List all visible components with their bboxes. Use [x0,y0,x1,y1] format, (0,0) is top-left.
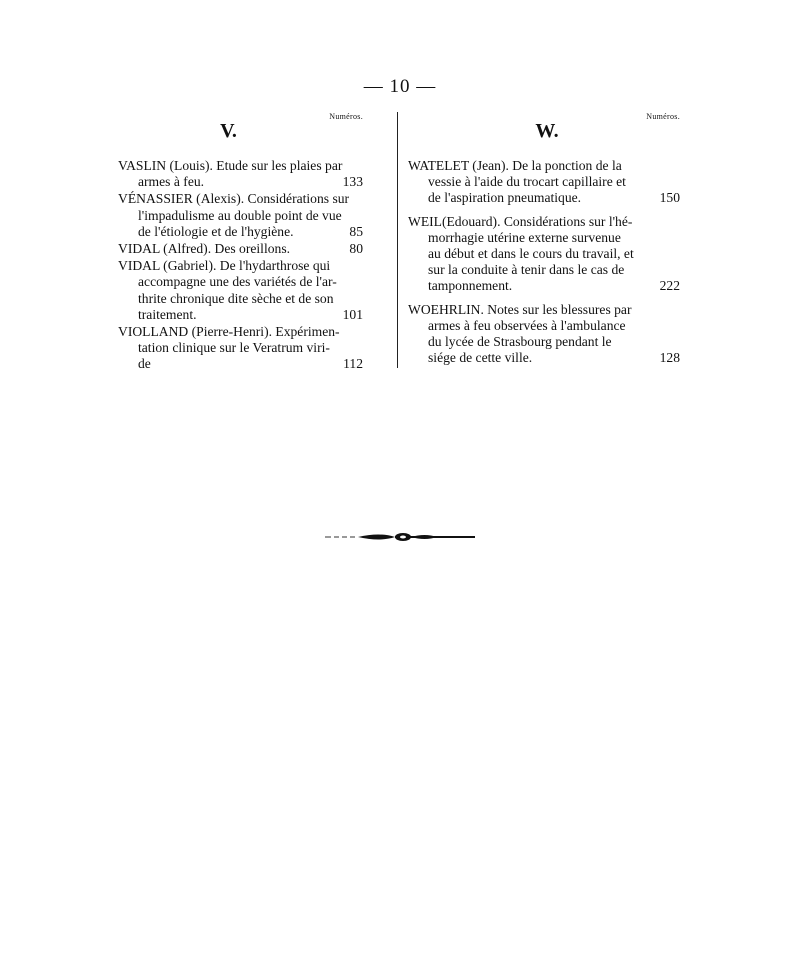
index-entry [118,158,363,190]
entry-line [408,214,680,230]
index-entry [408,158,680,207]
entry-line [408,174,680,190]
entry-line [118,191,363,207]
entry-text: de l'aspiration pneumatique. [428,190,582,206]
column-w [408,112,680,373]
entry-text: WATELET (Jean). De la ponction de la [408,158,622,173]
entry-text: l'impadulisme au double point de vue [138,207,342,223]
entry-line [118,340,363,356]
column-v [118,112,363,374]
index-entry [408,214,680,295]
entry-text: armes à feu observées à l'ambulance [428,317,626,333]
entry-line [408,246,680,262]
index-entry [118,191,363,240]
entry-text: VASLIN (Louis). Etude sur les plaies par [118,158,343,173]
entry-line [118,258,363,274]
entry-text: vessie à l'aide du trocart capillaire et [428,174,626,190]
entry-number: 133 [342,174,363,190]
entry-text: tamponnement. [428,278,513,294]
entry-text: tation clinique sur le Veratrum viri- [138,340,330,356]
entry-number: 101 [342,306,363,322]
index-entry [118,241,363,257]
entry-text: armes à feu. [138,174,205,190]
entry-line [408,318,680,334]
entry-line [118,307,363,323]
entry-number: 80 [349,241,363,257]
entry-line [118,208,363,224]
section-letter-w: W. [535,120,559,142]
entry-text: morrhagie utérine externe survenue [428,229,621,245]
entry-text: accompagne une des variétés de l'ar- [138,274,337,290]
entry-line [408,262,680,278]
entry-line [408,278,680,294]
column-divider [397,112,398,368]
entry-text: VÉNASSIER (Alexis). Considérations sur [118,191,350,207]
numeros-label: Numéros. [646,112,680,121]
entry-text: sur la conduite à tenir dans le cas de [428,262,625,278]
entry-text: thrite chronique dite sèche et de son [138,290,334,306]
index-entry [118,258,363,323]
entry-text: VIDAL (Gabriel). De l'hydarthrose qui [118,258,331,274]
entry-text: au début et dans le cours du travail, et [428,246,634,262]
entry-text: VIOLLAND (Pierre-Henri). Expérimen- [118,324,340,340]
entry-line [408,350,680,366]
entry-number: 150 [659,190,680,206]
entry-line [118,356,363,372]
entry-list [408,158,680,366]
index-entry [118,324,363,373]
entry-text: siége de cette ville. [428,350,533,366]
index-entry [408,302,680,367]
entry-text: WEIL(Edouard). Considérations sur l'hé- [408,213,633,229]
entry-text: WOEHRLIN. Notes sur les blessures par [408,301,632,317]
entry-number: 85 [349,223,363,239]
entry-text: traitement. [138,306,197,322]
entry-text: VIDAL (Alfred). Des oreillons. [118,241,291,257]
section-letter-v: V. [220,120,237,142]
entry-line [118,224,363,240]
entry-number: 128 [659,350,680,366]
entry-line [408,158,680,174]
entry-line [118,158,363,174]
entry-line [408,334,680,350]
entry-text: du lycée de Strasbourg pendant le [428,334,612,350]
entry-line [118,324,363,340]
entry-line [118,241,363,257]
page-number: — 10 — [363,76,437,97]
entry-list [118,158,363,373]
entry-line [408,302,680,318]
entry-line [118,291,363,307]
entry-line [408,230,680,246]
entry-text: de [138,356,151,372]
entry-line [118,174,363,190]
entry-line [118,274,363,290]
entry-line [408,190,680,206]
entry-text: de l'étiologie et de l'hygiène. [138,223,294,239]
numeros-label: Numéros. [329,112,363,121]
entry-number: 222 [659,278,680,294]
entry-number: 112 [343,356,363,372]
ornament-divider [325,530,480,544]
